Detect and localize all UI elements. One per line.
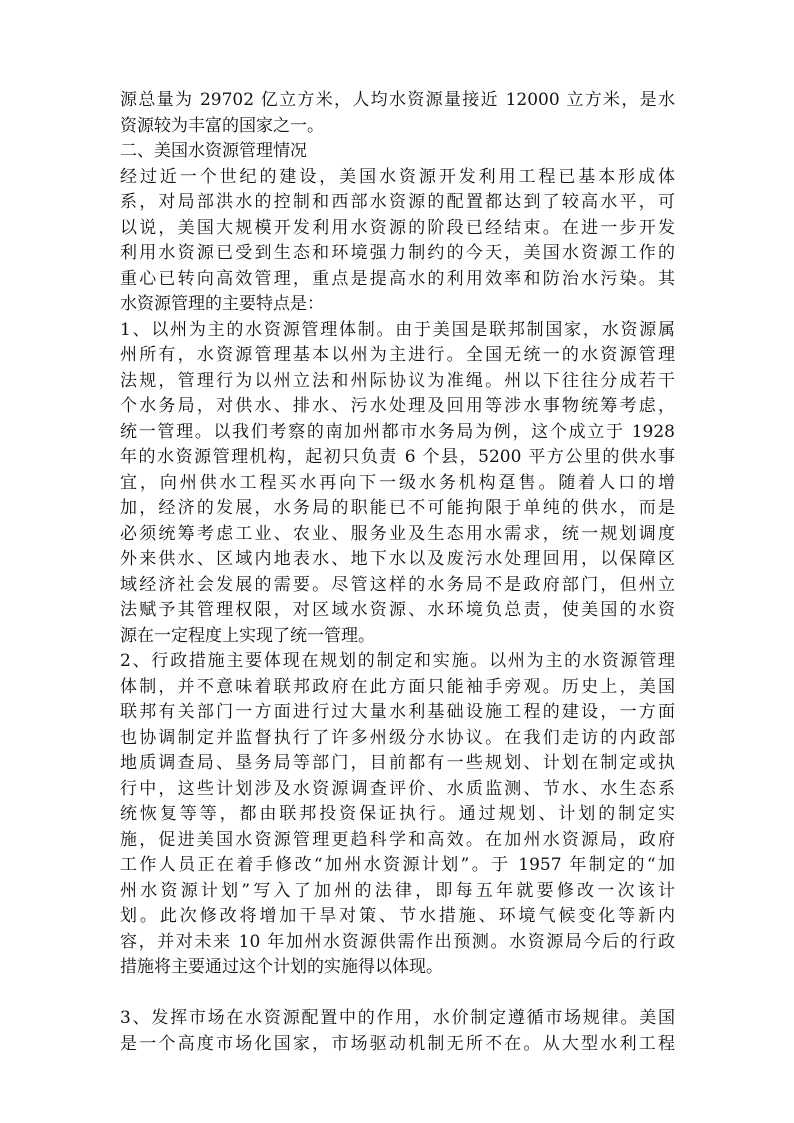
heading-line: 二、美国水资源管理情况 — [120, 141, 307, 161]
text-line: 3、发挥市场在水资源配置中的作用，水价制定遵循市场规律。美国 — [120, 1008, 675, 1028]
text-line: 重心已转向高效管理，重点是提高水的利用效率和防治水污染。其 — [120, 268, 675, 289]
text-line: 统恢复等等，都由联邦投资保证执行。通过规划、计划的制定实 — [120, 804, 675, 824]
text-line: 以说，美国大规模开发利用水资源的阶段已经结束。在进一步开发 — [120, 217, 675, 238]
text-line: 法赋予其管理权限，对区域水资源、水环境负总责，使美国的水资 — [120, 600, 675, 620]
text-line: 容，并对未来 10 年加州水资源供需作出预测。水资源局今后的行政 — [120, 931, 675, 952]
document-page — [120, 88, 675, 1057]
text-line: 也协调制定并监督执行了许多州级分水协议。在我们走访的内政部 — [120, 727, 675, 748]
text-line: 经过近一个世纪的建设，美国水资源开发利用工程已基本形成体 — [120, 166, 675, 187]
text-line: 施，促进美国水资源管理更趋科学和高效。在加州水资源局，政府 — [120, 829, 675, 850]
text-line: 2、行政措施主要体现在规划的制定和实施。以州为主的水资源管理 — [120, 651, 675, 671]
text-line: 域经济社会发展的需要。尽管这样的水务局不是政府部门，但州立 — [120, 574, 675, 595]
text-line: 宜，向州供水工程买水再向下一级水务机构趸售。随着人口的增 — [120, 472, 675, 493]
text-line: 资源较为丰富的国家之一。 — [120, 115, 324, 136]
text-line: 源总量为 29702 亿立方米，人均水资源量接近 12000 立方米，是水 — [120, 90, 675, 110]
paragraph-point-2 — [120, 649, 675, 981]
text-line: 年的水资源管理机构，起初只负责 6 个县，5200 平方公里的供水事 — [120, 447, 675, 467]
text-line: 是一个高度市场化国家，市场驱动机制无所不在。从大型水利工程 — [120, 1033, 675, 1054]
section-heading — [120, 139, 675, 165]
text-line: 系，对局部洪水的控制和西部水资源的配置都达到了较高水平，可 — [120, 192, 675, 212]
text-line: 统一管理。以我们考察的南加州都市水务局为例，这个成立于 1928 — [120, 421, 675, 442]
paragraph-intro — [120, 165, 675, 318]
text-line: 州所有，水资源管理基本以州为主进行。全国无统一的水资源管理 — [120, 345, 675, 365]
text-line: 行中，这些计划涉及水资源调查评价、水质监测、节水、水生态系 — [120, 778, 675, 799]
text-line: 必须统筹考虑工业、农业、服务业及生态用水需求，统一规划调度 — [120, 523, 675, 544]
text-line: 州水资源计划”写入了加州的法律，即每五年就要修改一次该计 — [120, 880, 675, 901]
blank-line — [120, 981, 675, 1007]
text-line: 水资源管理的主要特点是： — [120, 294, 324, 314]
text-line: 地质调查局、垦务局等部门，目前都有一些规划、计划在制定或执 — [120, 753, 675, 773]
text-line: 联邦有关部门一方面进行过大量水利基础设施工程的建设，一方面 — [120, 702, 675, 722]
paragraph-continuation — [120, 88, 675, 139]
text-line: 外来供水、区域内地表水、地下水以及废污水处理回用，以保障区 — [120, 549, 675, 569]
text-line: 措施将主要通过这个计划的实施得以体现。 — [120, 957, 443, 977]
text-line: 体制，并不意味着联邦政府在此方面只能袖手旁观。历史上，美国 — [120, 676, 675, 697]
text-line: 划。此次修改将增加干旱对策、节水措施、环境气候变化等新内 — [120, 906, 675, 926]
text-line: 个水务局，对供水、排水、污水处理及回用等涉水事物统筹考虑， — [120, 396, 675, 416]
text-line: 工作人员正在着手修改“加州水资源计划”。于 1957 年制定的“加 — [120, 855, 675, 875]
paragraph-point-3 — [120, 1006, 675, 1057]
paragraph-point-1 — [120, 318, 675, 650]
text-line: 源在一定程度上实现了统一管理。 — [120, 625, 375, 646]
text-line: 利用水资源已受到生态和环境强力制约的今天，美国水资源工作的 — [120, 243, 675, 263]
text-line: 法规，管理行为以州立法和州际协议为准绳。州以下往往分成若干 — [120, 370, 675, 391]
text-line: 1、以州为主的水资源管理体制。由于美国是联邦制国家，水资源属 — [120, 319, 675, 340]
text-line: 加，经济的发展，水务局的职能已不可能拘限于单纯的供水，而是 — [120, 498, 675, 518]
